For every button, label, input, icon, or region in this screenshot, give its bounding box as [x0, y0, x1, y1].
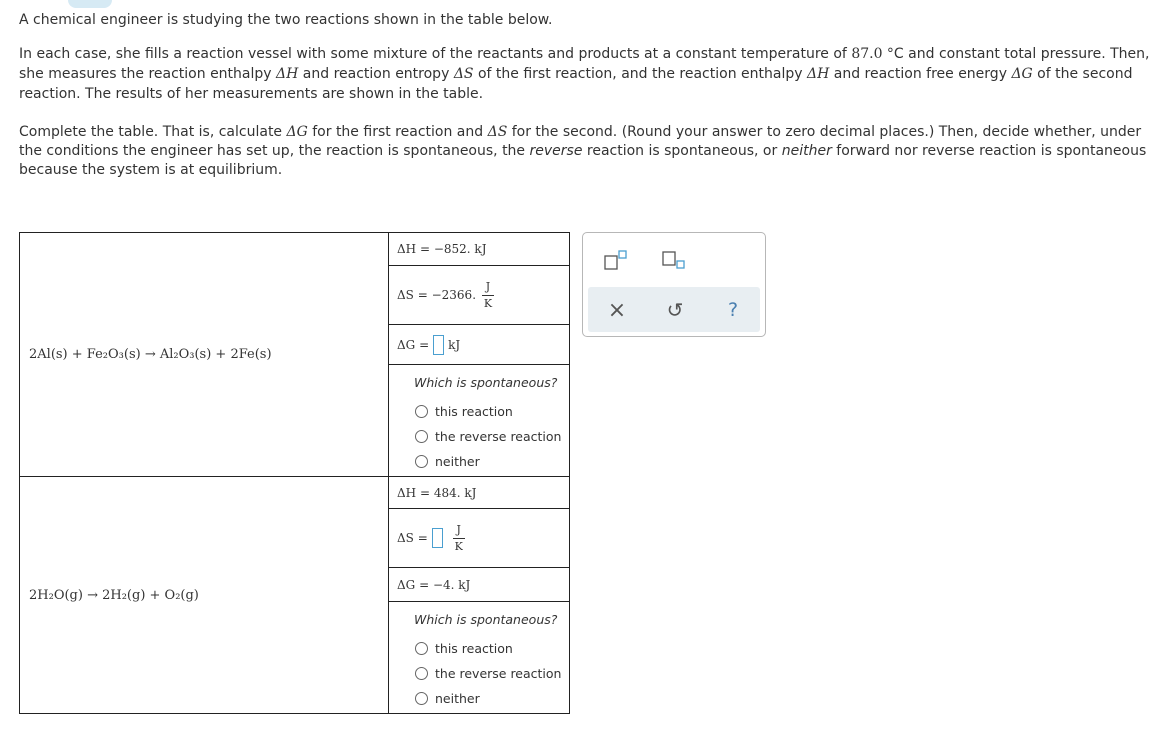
dg-label: ΔG =	[397, 577, 430, 592]
intro-text: A chemical engineer is studying the two reactions shown in the table below.	[19, 12, 553, 28]
option-this-reaction[interactable]: this reaction	[415, 399, 569, 424]
dh-label: ΔH =	[397, 242, 430, 256]
close-icon: ×	[607, 297, 627, 323]
option-neither[interactable]: neither	[415, 449, 569, 474]
radio-button[interactable]	[415, 667, 428, 680]
help-button[interactable]	[719, 295, 747, 325]
dh-value: −852. kJ	[433, 242, 487, 256]
reaction-2-dg-cell	[389, 568, 570, 602]
ds-unit: $\frac{J}{K}$	[483, 279, 493, 310]
reaction-2-ds-cell	[389, 509, 570, 568]
ds-label: ΔS =	[397, 531, 428, 545]
reaction-2-spontaneity	[389, 602, 570, 714]
subscript-icon	[660, 248, 688, 272]
superscript-icon	[602, 248, 630, 272]
dg-value: −4. kJ	[432, 577, 471, 592]
option-reverse-reaction[interactable]: the reverse reaction	[415, 661, 569, 686]
option-reverse-reaction[interactable]: the reverse reaction	[415, 424, 569, 449]
help-icon: ?	[727, 299, 739, 321]
radio-button[interactable]	[415, 430, 428, 443]
ds-label: ΔS =	[397, 288, 428, 302]
reaction-1-equation: 2Al(s) + Fe₂O₃(s) → Al₂O₃(s) + 2Fe(s)	[20, 233, 389, 477]
reaction-2-equation: 2H₂O(g) → 2H₂(g) + O₂(g)	[20, 477, 389, 714]
reactions-table	[19, 232, 570, 714]
reaction-1-dg-cell	[389, 325, 570, 365]
radio-button[interactable]	[415, 455, 428, 468]
radio-button[interactable]	[415, 405, 428, 418]
dg-label: ΔG =	[397, 337, 430, 352]
undo-button[interactable]	[661, 295, 689, 325]
ds-value: −2366.	[431, 288, 477, 302]
reaction-2-dh-cell	[389, 477, 570, 509]
setup-text: In each case, she fills a reaction vessel with some mixture of the reactants and products at a constant temperature of 87.0 °C and constant total pressure. Then, she measures the reaction enthalpy ΔH and reaction entropy ΔS of the first reaction, and the reaction enthalpy ΔH and reaction free energy ΔG of the second reaction. The results of her measurements are shown in the table.	[19, 46, 1150, 102]
option-this-reaction[interactable]: this reaction	[415, 636, 569, 661]
undo-icon: ↺	[666, 298, 684, 322]
radio-button[interactable]	[415, 692, 428, 705]
reaction-1-dh-cell	[389, 233, 570, 266]
dg-unit: kJ	[448, 337, 461, 352]
question-label: Which is spontaneous?	[414, 612, 558, 627]
reaction-1-ds-cell	[389, 266, 570, 325]
math-toolbar	[582, 232, 766, 337]
radio-button[interactable]	[415, 642, 428, 655]
dh-label: ΔH =	[397, 485, 430, 500]
question-label: Which is spontaneous?	[414, 375, 558, 390]
ds-unit: $\frac{J}{K}$	[454, 522, 463, 553]
subscript-button[interactable]	[659, 247, 689, 273]
option-neither[interactable]: neither	[415, 686, 569, 711]
dg-answer-input[interactable]	[433, 335, 444, 355]
instructions-text: Complete the table. That is, calculate ΔG for the first reaction and ΔS for the second. (Round your answer to zero decimal places.) Then, decide whether, under the conditions the engineer has set up, the reaction is spontaneous, the reverse reaction is spontaneous, or neither forward nor reverse reaction is spontaneous because the system is at equilibrium.	[19, 124, 1147, 178]
dh-value: 484. kJ	[433, 485, 477, 500]
ds-answer-input[interactable]	[432, 528, 443, 548]
top-tab-decoration	[68, 0, 112, 8]
reaction-1-spontaneity	[389, 365, 570, 477]
clear-button[interactable]	[603, 295, 631, 325]
superscript-button[interactable]	[601, 247, 631, 273]
